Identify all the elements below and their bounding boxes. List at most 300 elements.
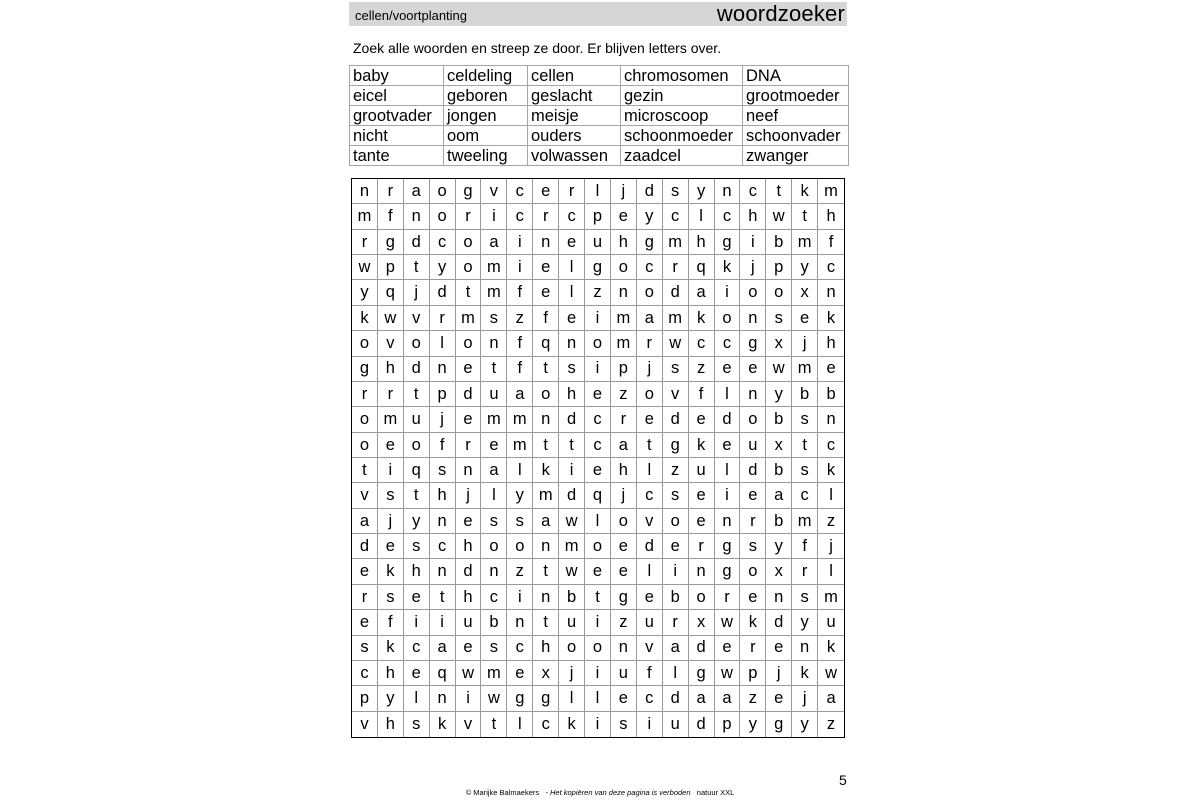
grid-cell[interactable]: z: [740, 686, 766, 711]
grid-cell[interactable]: m: [559, 534, 585, 559]
grid-cell[interactable]: j: [456, 483, 482, 508]
grid-cell[interactable]: b: [818, 382, 844, 407]
grid-cell[interactable]: z: [689, 357, 715, 382]
grid-cell[interactable]: a: [481, 458, 507, 483]
grid-cell[interactable]: r: [352, 230, 378, 255]
grid-cell[interactable]: i: [456, 686, 482, 711]
grid-cell[interactable]: s: [352, 636, 378, 661]
grid-cell[interactable]: r: [637, 331, 663, 356]
grid-cell[interactable]: m: [792, 509, 818, 534]
grid-cell[interactable]: e: [689, 483, 715, 508]
grid-cell[interactable]: a: [766, 483, 792, 508]
grid-cell[interactable]: n: [792, 636, 818, 661]
grid-cell[interactable]: e: [740, 357, 766, 382]
grid-cell[interactable]: d: [352, 534, 378, 559]
grid-cell[interactable]: f: [378, 204, 404, 229]
grid-cell[interactable]: l: [430, 331, 456, 356]
grid-cell[interactable]: i: [430, 610, 456, 635]
grid-cell[interactable]: i: [507, 230, 533, 255]
grid-cell[interactable]: y: [404, 509, 430, 534]
grid-cell[interactable]: t: [481, 357, 507, 382]
grid-cell[interactable]: z: [507, 559, 533, 584]
grid-cell[interactable]: c: [559, 204, 585, 229]
grid-cell[interactable]: o: [404, 433, 430, 458]
grid-cell[interactable]: t: [404, 382, 430, 407]
grid-cell[interactable]: a: [689, 280, 715, 305]
grid-cell[interactable]: i: [559, 458, 585, 483]
grid-cell[interactable]: t: [533, 559, 559, 584]
grid-cell[interactable]: k: [818, 306, 844, 331]
grid-cell[interactable]: e: [766, 636, 792, 661]
grid-cell[interactable]: s: [663, 483, 689, 508]
grid-cell[interactable]: c: [481, 585, 507, 610]
grid-cell[interactable]: v: [352, 483, 378, 508]
grid-cell[interactable]: n: [430, 559, 456, 584]
grid-cell[interactable]: q: [430, 661, 456, 686]
grid-cell[interactable]: r: [352, 382, 378, 407]
grid-cell[interactable]: g: [766, 712, 792, 737]
grid-cell[interactable]: c: [637, 255, 663, 280]
grid-cell[interactable]: t: [352, 458, 378, 483]
grid-cell[interactable]: m: [456, 306, 482, 331]
grid-cell[interactable]: e: [715, 433, 741, 458]
grid-cell[interactable]: o: [430, 204, 456, 229]
grid-cell[interactable]: k: [378, 559, 404, 584]
grid-cell[interactable]: c: [430, 230, 456, 255]
grid-cell[interactable]: n: [740, 382, 766, 407]
grid-cell[interactable]: o: [740, 559, 766, 584]
grid-cell[interactable]: b: [663, 585, 689, 610]
grid-cell[interactable]: x: [533, 661, 559, 686]
grid-cell[interactable]: s: [378, 483, 404, 508]
grid-cell[interactable]: c: [430, 534, 456, 559]
grid-cell[interactable]: b: [792, 382, 818, 407]
grid-cell[interactable]: p: [740, 661, 766, 686]
grid-cell[interactable]: t: [559, 433, 585, 458]
grid-cell[interactable]: e: [352, 559, 378, 584]
grid-cell[interactable]: m: [481, 280, 507, 305]
grid-cell[interactable]: o: [585, 636, 611, 661]
grid-cell[interactable]: s: [481, 509, 507, 534]
grid-cell[interactable]: s: [430, 458, 456, 483]
grid-cell[interactable]: j: [378, 509, 404, 534]
grid-cell[interactable]: o: [585, 331, 611, 356]
grid-cell[interactable]: e: [456, 509, 482, 534]
grid-cell[interactable]: t: [533, 610, 559, 635]
grid-cell[interactable]: e: [533, 255, 559, 280]
grid-cell[interactable]: v: [456, 712, 482, 737]
grid-cell[interactable]: y: [792, 255, 818, 280]
grid-cell[interactable]: j: [766, 661, 792, 686]
grid-cell[interactable]: h: [611, 458, 637, 483]
grid-cell[interactable]: d: [663, 280, 689, 305]
grid-cell[interactable]: a: [533, 509, 559, 534]
grid-cell[interactable]: y: [689, 179, 715, 204]
grid-cell[interactable]: z: [818, 509, 844, 534]
grid-cell[interactable]: a: [818, 686, 844, 711]
grid-cell[interactable]: q: [689, 255, 715, 280]
grid-cell[interactable]: w: [352, 255, 378, 280]
grid-cell[interactable]: k: [689, 433, 715, 458]
grid-cell[interactable]: i: [663, 559, 689, 584]
grid-cell[interactable]: k: [378, 636, 404, 661]
grid-cell[interactable]: e: [663, 534, 689, 559]
grid-cell[interactable]: t: [481, 712, 507, 737]
grid-cell[interactable]: t: [404, 255, 430, 280]
grid-cell[interactable]: m: [507, 407, 533, 432]
grid-cell[interactable]: n: [715, 509, 741, 534]
grid-cell[interactable]: e: [715, 636, 741, 661]
grid-cell[interactable]: w: [818, 661, 844, 686]
grid-cell[interactable]: m: [792, 230, 818, 255]
grid-cell[interactable]: g: [507, 686, 533, 711]
grid-cell[interactable]: l: [559, 280, 585, 305]
grid-cell[interactable]: u: [818, 610, 844, 635]
grid-cell[interactable]: e: [715, 357, 741, 382]
grid-cell[interactable]: s: [481, 636, 507, 661]
grid-cell[interactable]: d: [689, 636, 715, 661]
grid-cell[interactable]: p: [715, 712, 741, 737]
grid-cell[interactable]: r: [663, 255, 689, 280]
grid-cell[interactable]: d: [404, 230, 430, 255]
grid-cell[interactable]: n: [507, 610, 533, 635]
grid-cell[interactable]: k: [430, 712, 456, 737]
grid-cell[interactable]: h: [689, 230, 715, 255]
grid-cell[interactable]: o: [507, 534, 533, 559]
grid-cell[interactable]: e: [689, 407, 715, 432]
grid-cell[interactable]: c: [585, 407, 611, 432]
grid-cell[interactable]: o: [456, 331, 482, 356]
grid-cell[interactable]: t: [792, 204, 818, 229]
grid-cell[interactable]: o: [611, 509, 637, 534]
grid-cell[interactable]: z: [585, 280, 611, 305]
grid-cell[interactable]: e: [611, 559, 637, 584]
grid-cell[interactable]: k: [792, 661, 818, 686]
grid-cell[interactable]: q: [404, 458, 430, 483]
grid-cell[interactable]: k: [533, 458, 559, 483]
grid-cell[interactable]: e: [456, 357, 482, 382]
grid-cell[interactable]: n: [352, 179, 378, 204]
grid-cell[interactable]: d: [637, 534, 663, 559]
grid-cell[interactable]: w: [559, 509, 585, 534]
grid-cell[interactable]: b: [766, 509, 792, 534]
grid-cell[interactable]: w: [663, 331, 689, 356]
grid-cell[interactable]: g: [456, 179, 482, 204]
grid-cell[interactable]: e: [585, 458, 611, 483]
grid-cell[interactable]: n: [456, 458, 482, 483]
grid-cell[interactable]: e: [792, 306, 818, 331]
grid-cell[interactable]: g: [715, 230, 741, 255]
grid-cell[interactable]: o: [637, 280, 663, 305]
grid-cell[interactable]: y: [637, 204, 663, 229]
grid-cell[interactable]: j: [637, 357, 663, 382]
grid-cell[interactable]: f: [689, 382, 715, 407]
grid-cell[interactable]: y: [766, 534, 792, 559]
grid-cell[interactable]: l: [404, 686, 430, 711]
grid-cell[interactable]: n: [715, 179, 741, 204]
grid-cell[interactable]: n: [533, 407, 559, 432]
grid-cell[interactable]: b: [481, 610, 507, 635]
grid-cell[interactable]: i: [404, 610, 430, 635]
grid-cell[interactable]: s: [766, 306, 792, 331]
grid-cell[interactable]: h: [611, 230, 637, 255]
grid-cell[interactable]: f: [637, 661, 663, 686]
grid-cell[interactable]: c: [818, 433, 844, 458]
grid-cell[interactable]: a: [430, 636, 456, 661]
grid-cell[interactable]: i: [585, 357, 611, 382]
grid-cell[interactable]: o: [481, 534, 507, 559]
grid-cell[interactable]: o: [404, 331, 430, 356]
grid-cell[interactable]: d: [456, 559, 482, 584]
grid-cell[interactable]: r: [740, 636, 766, 661]
grid-cell[interactable]: q: [585, 483, 611, 508]
grid-cell[interactable]: w: [766, 357, 792, 382]
grid-cell[interactable]: l: [585, 509, 611, 534]
grid-cell[interactable]: v: [637, 636, 663, 661]
grid-cell[interactable]: m: [507, 433, 533, 458]
grid-cell[interactable]: i: [637, 712, 663, 737]
grid-cell[interactable]: r: [792, 559, 818, 584]
grid-cell[interactable]: o: [663, 509, 689, 534]
grid-cell[interactable]: r: [430, 306, 456, 331]
grid-cell[interactable]: n: [481, 559, 507, 584]
grid-cell[interactable]: e: [740, 585, 766, 610]
grid-cell[interactable]: m: [611, 331, 637, 356]
grid-cell[interactable]: t: [766, 179, 792, 204]
grid-cell[interactable]: p: [430, 382, 456, 407]
grid-cell[interactable]: o: [740, 407, 766, 432]
grid-cell[interactable]: e: [404, 585, 430, 610]
grid-cell[interactable]: v: [378, 331, 404, 356]
grid-cell[interactable]: y: [766, 382, 792, 407]
grid-cell[interactable]: s: [792, 407, 818, 432]
grid-cell[interactable]: m: [663, 306, 689, 331]
grid-cell[interactable]: i: [585, 610, 611, 635]
grid-cell[interactable]: m: [481, 255, 507, 280]
grid-cell[interactable]: d: [689, 712, 715, 737]
grid-cell[interactable]: g: [740, 331, 766, 356]
grid-cell[interactable]: n: [533, 534, 559, 559]
grid-cell[interactable]: j: [740, 255, 766, 280]
grid-cell[interactable]: e: [585, 559, 611, 584]
grid-cell[interactable]: j: [818, 534, 844, 559]
grid-cell[interactable]: z: [826, 715, 836, 734]
grid-cell[interactable]: p: [585, 204, 611, 229]
grid-cell[interactable]: a: [611, 433, 637, 458]
grid-cell[interactable]: h: [533, 636, 559, 661]
grid-cell[interactable]: f: [507, 357, 533, 382]
grid-cell[interactable]: l: [663, 661, 689, 686]
grid-cell[interactable]: f: [507, 331, 533, 356]
grid-cell[interactable]: r: [378, 179, 404, 204]
grid-cell[interactable]: s: [740, 534, 766, 559]
grid-cell[interactable]: l: [715, 382, 741, 407]
grid-cell[interactable]: a: [481, 230, 507, 255]
grid-cell[interactable]: j: [792, 686, 818, 711]
grid-cell[interactable]: t: [430, 585, 456, 610]
grid-cell[interactable]: r: [533, 204, 559, 229]
grid-cell[interactable]: c: [663, 204, 689, 229]
grid-cell[interactable]: j: [559, 661, 585, 686]
grid-cell[interactable]: r: [740, 509, 766, 534]
grid-cell[interactable]: a: [352, 509, 378, 534]
grid-cell[interactable]: i: [507, 255, 533, 280]
grid-cell[interactable]: r: [715, 585, 741, 610]
grid-cell[interactable]: g: [352, 357, 378, 382]
grid-cell[interactable]: c: [585, 433, 611, 458]
grid-cell[interactable]: a: [715, 686, 741, 711]
grid-cell[interactable]: n: [818, 280, 844, 305]
grid-cell[interactable]: r: [663, 610, 689, 635]
grid-cell[interactable]: n: [818, 407, 844, 432]
grid-cell[interactable]: e: [481, 433, 507, 458]
grid-cell[interactable]: y: [740, 712, 766, 737]
grid-cell[interactable]: n: [533, 230, 559, 255]
grid-cell[interactable]: o: [352, 433, 378, 458]
grid-cell[interactable]: e: [818, 357, 844, 382]
grid-cell[interactable]: s: [378, 585, 404, 610]
grid-cell[interactable]: h: [740, 204, 766, 229]
grid-cell[interactable]: v: [481, 179, 507, 204]
grid-cell[interactable]: n: [430, 357, 456, 382]
grid-cell[interactable]: f: [533, 306, 559, 331]
grid-cell[interactable]: s: [663, 357, 689, 382]
grid-cell[interactable]: y: [507, 483, 533, 508]
grid-cell[interactable]: d: [559, 407, 585, 432]
grid-cell[interactable]: o: [559, 636, 585, 661]
grid-cell[interactable]: f: [818, 230, 844, 255]
grid-cell[interactable]: x: [766, 331, 792, 356]
grid-cell[interactable]: g: [715, 559, 741, 584]
grid-cell[interactable]: c: [818, 255, 844, 280]
grid-cell[interactable]: u: [456, 610, 482, 635]
grid-cell[interactable]: p: [766, 255, 792, 280]
grid-cell[interactable]: f: [507, 280, 533, 305]
grid-cell[interactable]: r: [611, 407, 637, 432]
grid-cell[interactable]: a: [404, 179, 430, 204]
grid-cell[interactable]: g: [689, 661, 715, 686]
grid-cell[interactable]: l: [585, 179, 611, 204]
grid-cell[interactable]: p: [352, 686, 378, 711]
grid-cell[interactable]: r: [689, 534, 715, 559]
grid-cell[interactable]: n: [481, 331, 507, 356]
grid-cell[interactable]: d: [663, 686, 689, 711]
grid-cell[interactable]: s: [611, 712, 637, 737]
grid-cell[interactable]: m: [533, 483, 559, 508]
grid-cell[interactable]: e: [378, 534, 404, 559]
grid-cell[interactable]: r: [456, 433, 482, 458]
grid-cell[interactable]: c: [352, 661, 378, 686]
grid-cell[interactable]: r: [352, 585, 378, 610]
grid-cell[interactable]: u: [585, 230, 611, 255]
grid-cell[interactable]: t: [792, 433, 818, 458]
grid-cell[interactable]: s: [404, 712, 430, 737]
grid-cell[interactable]: d: [404, 357, 430, 382]
grid-cell[interactable]: o: [740, 280, 766, 305]
grid-cell[interactable]: o: [611, 255, 637, 280]
grid-cell[interactable]: l: [818, 483, 844, 508]
grid-cell[interactable]: w: [766, 204, 792, 229]
grid-cell[interactable]: g: [663, 433, 689, 458]
grid-cell[interactable]: l: [559, 686, 585, 711]
grid-cell[interactable]: h: [559, 382, 585, 407]
grid-cell[interactable]: t: [533, 433, 559, 458]
grid-cell[interactable]: y: [352, 280, 378, 305]
grid-cell[interactable]: c: [507, 179, 533, 204]
grid-cell[interactable]: n: [430, 686, 456, 711]
grid-cell[interactable]: u: [740, 433, 766, 458]
grid-cell[interactable]: e: [507, 661, 533, 686]
grid-cell[interactable]: m: [352, 204, 378, 229]
grid-cell[interactable]: k: [715, 255, 741, 280]
grid-cell[interactable]: j: [792, 331, 818, 356]
grid-cell[interactable]: b: [766, 458, 792, 483]
grid-cell[interactable]: s: [792, 585, 818, 610]
grid-cell[interactable]: c: [740, 179, 766, 204]
grid-cell[interactable]: c: [637, 686, 663, 711]
grid-cell[interactable]: o: [456, 230, 482, 255]
grid-cell[interactable]: l: [637, 559, 663, 584]
grid-cell[interactable]: w: [378, 306, 404, 331]
grid-cell[interactable]: c: [637, 483, 663, 508]
grid-cell[interactable]: p: [611, 357, 637, 382]
grid-cell[interactable]: s: [559, 357, 585, 382]
grid-cell[interactable]: l: [818, 559, 844, 584]
grid-cell[interactable]: r: [559, 179, 585, 204]
grid-cell[interactable]: w: [456, 661, 482, 686]
grid-cell[interactable]: e: [740, 483, 766, 508]
grid-cell[interactable]: r: [456, 204, 482, 229]
grid-cell[interactable]: c: [533, 712, 559, 737]
grid-cell[interactable]: o: [766, 280, 792, 305]
grid-cell[interactable]: s: [507, 509, 533, 534]
grid-cell[interactable]: o: [533, 382, 559, 407]
grid-cell[interactable]: u: [689, 458, 715, 483]
grid-cell[interactable]: e: [637, 407, 663, 432]
grid-cell[interactable]: s: [792, 458, 818, 483]
grid-cell[interactable]: k: [792, 179, 818, 204]
grid-cell[interactable]: d: [766, 610, 792, 635]
grid-cell[interactable]: e: [559, 230, 585, 255]
grid-cell[interactable]: l: [507, 712, 533, 737]
grid-cell[interactable]: e: [611, 204, 637, 229]
grid-cell[interactable]: e: [611, 686, 637, 711]
grid-cell[interactable]: u: [663, 712, 689, 737]
grid-cell[interactable]: a: [689, 686, 715, 711]
grid-cell[interactable]: y: [378, 686, 404, 711]
grid-cell[interactable]: o: [689, 585, 715, 610]
grid-cell[interactable]: e: [404, 661, 430, 686]
grid-cell[interactable]: t: [585, 585, 611, 610]
grid-cell[interactable]: m: [663, 230, 689, 255]
grid-cell[interactable]: x: [689, 610, 715, 635]
grid-cell[interactable]: i: [378, 458, 404, 483]
grid-cell[interactable]: d: [663, 407, 689, 432]
grid-cell[interactable]: h: [404, 559, 430, 584]
grid-cell[interactable]: e: [533, 179, 559, 204]
grid-cell[interactable]: m: [818, 585, 844, 610]
grid-cell[interactable]: m: [792, 357, 818, 382]
grid-cell[interactable]: l: [507, 458, 533, 483]
grid-cell[interactable]: u: [481, 382, 507, 407]
grid-cell[interactable]: h: [430, 483, 456, 508]
grid-cell[interactable]: i: [481, 204, 507, 229]
grid-cell[interactable]: a: [663, 636, 689, 661]
grid-cell[interactable]: x: [766, 433, 792, 458]
grid-cell[interactable]: l: [689, 204, 715, 229]
grid-cell[interactable]: i: [585, 306, 611, 331]
grid-cell[interactable]: p: [378, 255, 404, 280]
